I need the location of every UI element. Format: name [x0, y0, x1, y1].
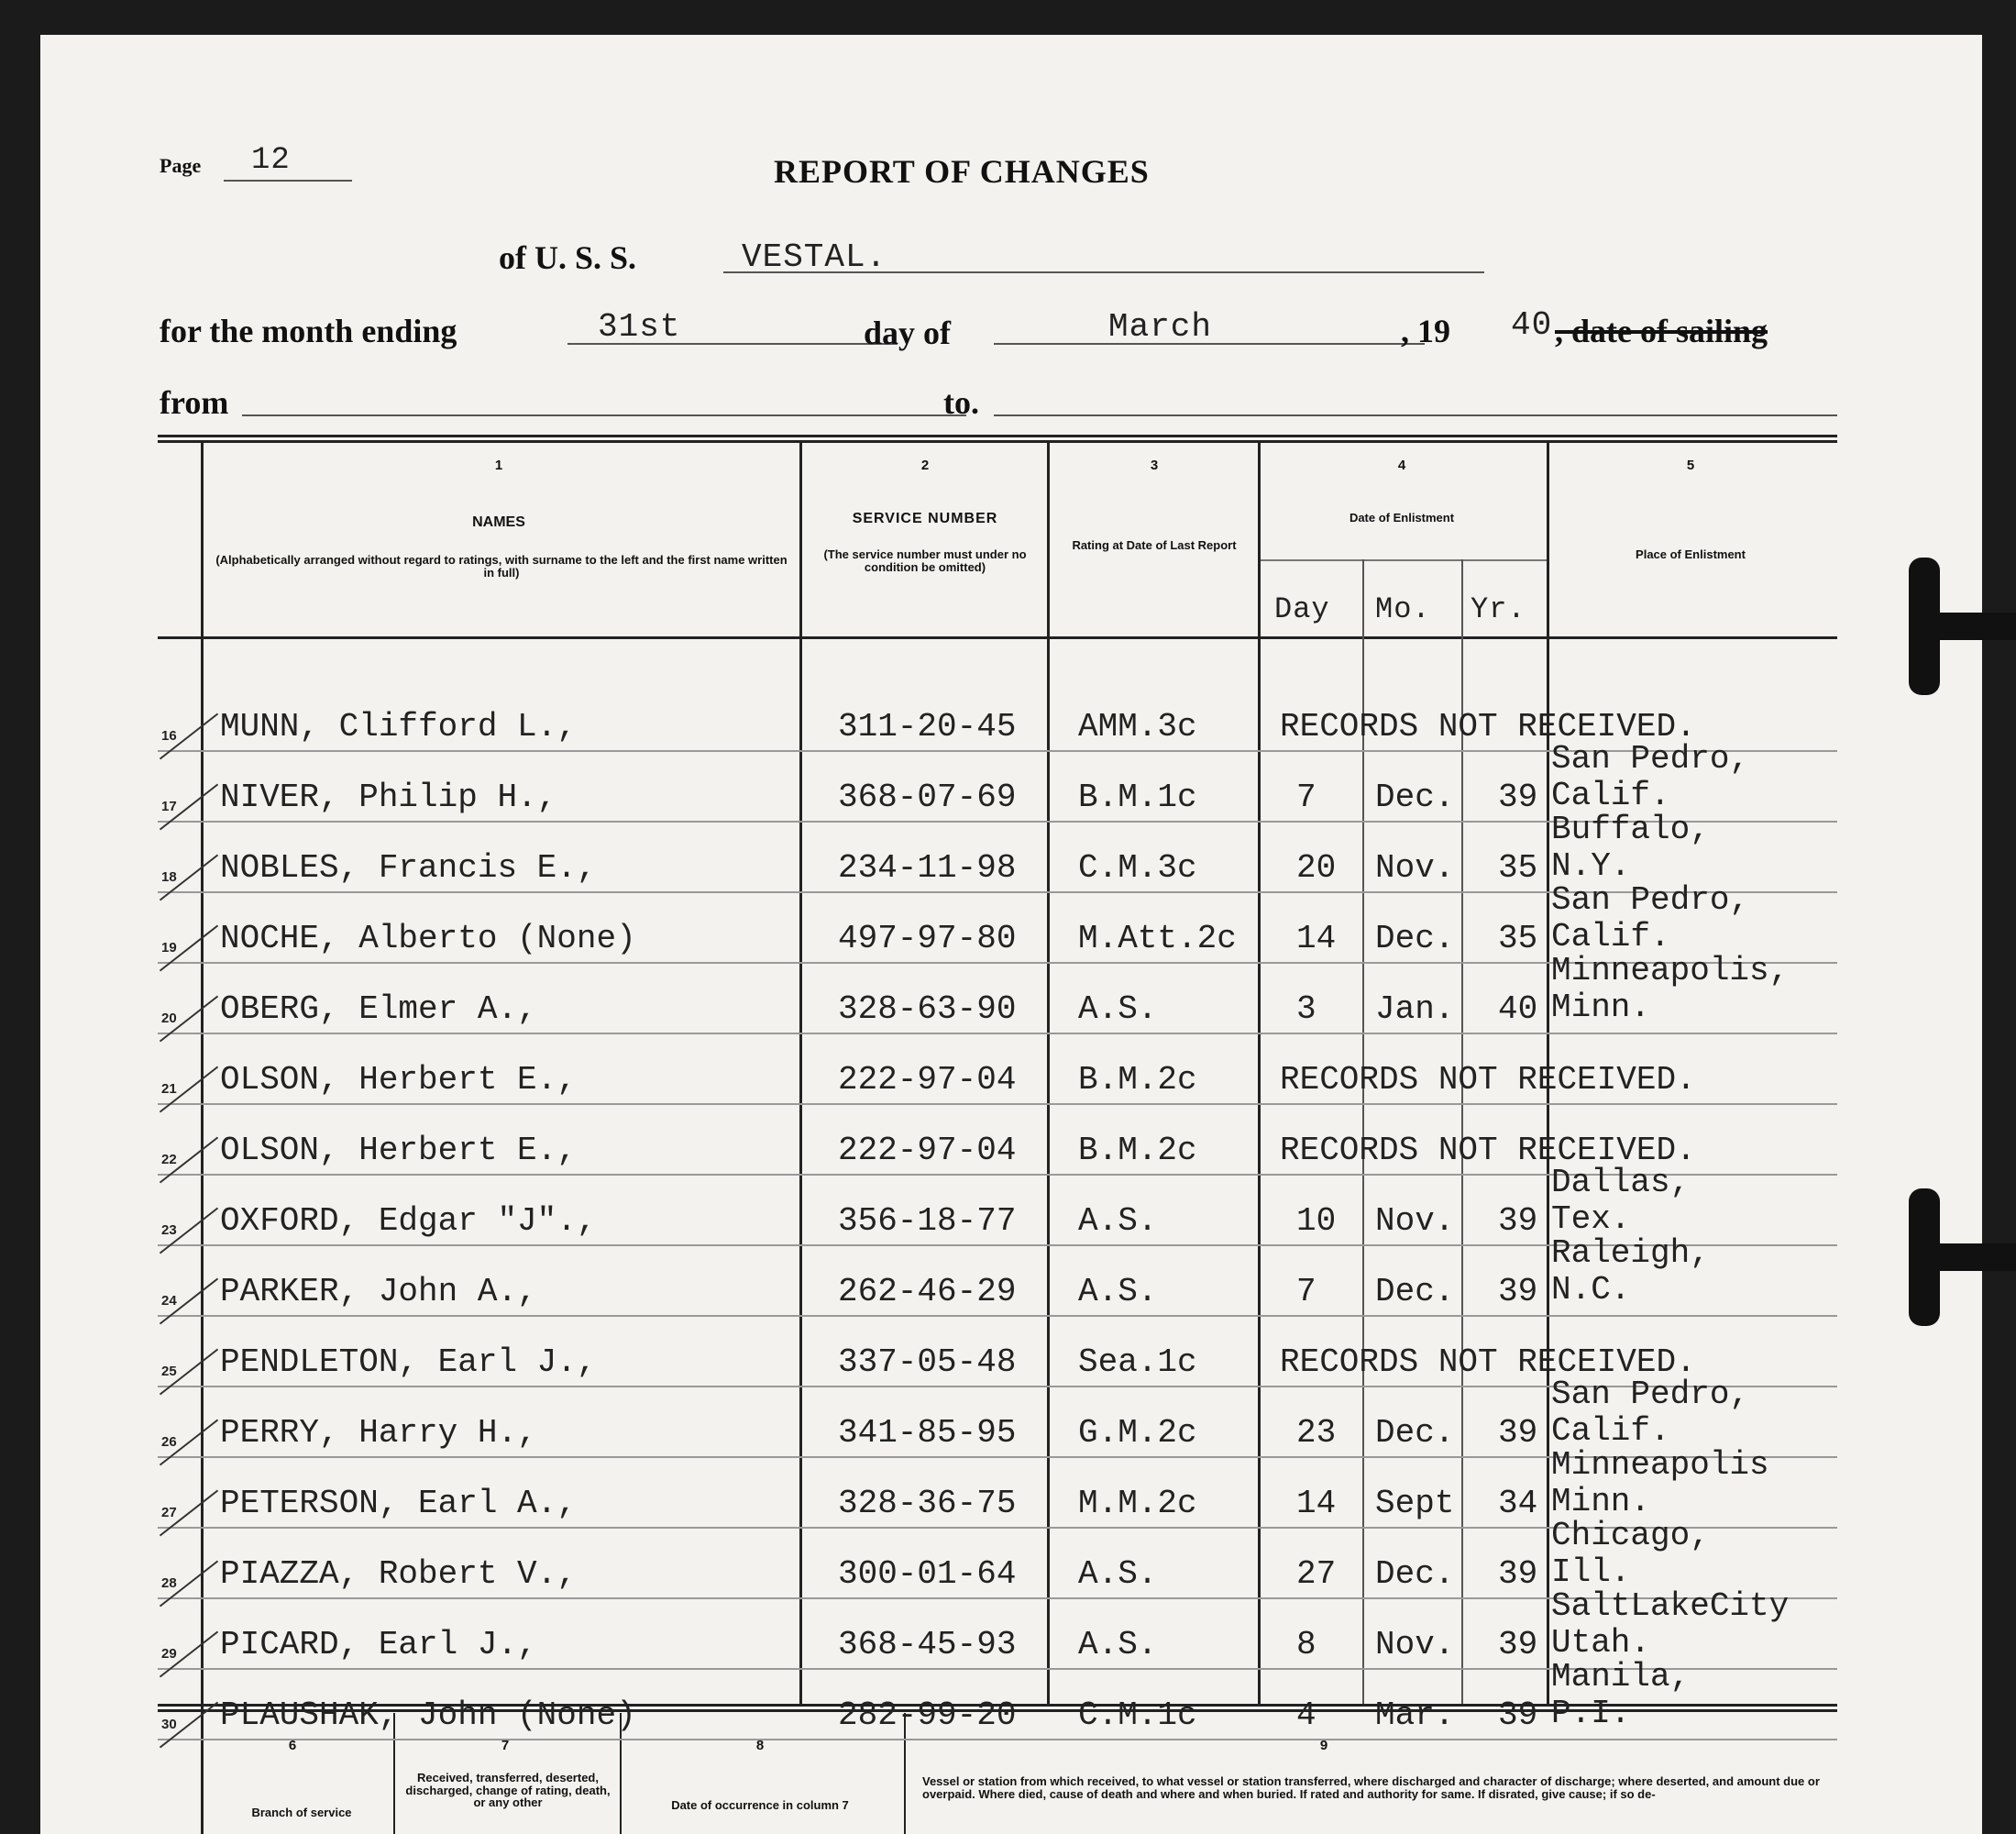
row-number: 24	[161, 1293, 177, 1309]
rating-cell: B.M.1c	[1078, 779, 1197, 816]
enlist-day-cell: 20	[1296, 849, 1337, 887]
col4-month-label: Mo.	[1375, 592, 1431, 626]
page-label: Page	[160, 154, 202, 177]
col8-title: Date of occurrence in column 7	[671, 1798, 849, 1812]
service-number-cell: 282-99-20	[838, 1696, 1017, 1734]
row-number: 20	[161, 1011, 177, 1026]
place-line2: P.I.	[1551, 1695, 1631, 1732]
enlist-day-cell: 7	[1296, 779, 1316, 816]
place-line2: Utah.	[1551, 1624, 1651, 1662]
header-bottom-border	[158, 636, 1837, 639]
name-cell: PERRY, Harry H.,	[220, 1414, 537, 1452]
col-divider-3	[1258, 440, 1261, 1704]
rating-cell: A.S.	[1078, 1273, 1158, 1310]
rating-cell: A.S.	[1078, 1555, 1158, 1593]
document-page	[40, 35, 1982, 1834]
day-of-label: day of	[864, 315, 952, 351]
service-number-cell: 234-11-98	[838, 849, 1017, 887]
ship-label: of U. S. S.	[499, 239, 637, 276]
name-cell: OBERG, Elmer A.,	[220, 990, 537, 1028]
place-line2: N.C.	[1551, 1271, 1631, 1309]
col-divider-0	[201, 440, 204, 1834]
place-line1: Chicago,	[1551, 1517, 1710, 1554]
rating-cell: A.S.	[1078, 1202, 1158, 1240]
service-number-cell: 311-20-45	[838, 708, 1017, 746]
records-note: RECORDS NOT RECEIVED.	[1280, 1132, 1696, 1169]
row-number: 19	[161, 940, 177, 956]
place-line1: Manila,	[1551, 1658, 1691, 1696]
enlist-month-cell: Nov.	[1375, 1626, 1455, 1663]
row-number: 26	[161, 1434, 177, 1450]
service-number-cell: 497-97-80	[838, 920, 1017, 957]
month-ending-label: for the month ending	[160, 313, 457, 349]
page-number-underline	[224, 180, 352, 182]
enlist-year-cell: 39	[1498, 1202, 1538, 1240]
place-line1: San Pedro,	[1551, 1376, 1750, 1413]
place-line2: Calif.	[1551, 918, 1670, 956]
enlist-year-cell: 35	[1498, 920, 1538, 957]
col7-number: 7	[501, 1738, 510, 1753]
col2-note: (The service number must under no condition be omitted)	[823, 547, 1027, 574]
col3-title: Rating at Date of Last Report	[1072, 538, 1237, 552]
name-cell: OXFORD, Edgar "J".,	[220, 1202, 597, 1240]
name-cell: PENDLETON, Earl J.,	[220, 1343, 597, 1381]
place-line1: Buffalo,	[1551, 811, 1710, 848]
enlist-day-cell: 27	[1296, 1555, 1337, 1593]
rating-cell: Sea.1c	[1078, 1343, 1197, 1381]
service-number-cell: 328-36-75	[838, 1485, 1017, 1522]
page-number: 12	[251, 143, 291, 178]
name-cell: NOBLES, Francis E.,	[220, 849, 597, 887]
ship-name: VESTAL.	[742, 238, 887, 276]
row-number: 27	[161, 1505, 177, 1520]
place-line1: San Pedro,	[1551, 740, 1750, 778]
name-cell: PARKER, John A.,	[220, 1273, 537, 1310]
enlist-day-cell: 7	[1296, 1273, 1316, 1310]
service-number-cell: 262-46-29	[838, 1273, 1017, 1310]
place-line1: San Pedro,	[1551, 881, 1750, 919]
col5-number: 5	[1686, 458, 1695, 473]
service-number-cell: 341-85-95	[838, 1414, 1017, 1452]
row-number: 16	[161, 728, 177, 744]
enlist-month-cell: Dec.	[1375, 920, 1455, 957]
col2-number: 2	[920, 458, 930, 473]
month-value: March	[1108, 308, 1213, 346]
place-line1: Minneapolis,	[1551, 952, 1790, 989]
row-rule	[158, 1103, 1837, 1105]
col8-number: 8	[755, 1738, 765, 1753]
enlist-day-cell: 14	[1296, 920, 1337, 957]
name-cell: PIAZZA, Robert V.,	[220, 1555, 577, 1593]
year-prefix: , 19	[1401, 313, 1450, 349]
enlist-year-cell: 40	[1498, 990, 1538, 1028]
enlistment-subheader-line	[1260, 559, 1549, 561]
name-cell: OLSON, Herbert E.,	[220, 1061, 577, 1099]
col7-title: Received, transferred, deserted, discharged, change of rating, death, or any other	[405, 1771, 611, 1810]
service-number-cell: 222-97-04	[838, 1061, 1017, 1099]
enlist-year-cell: 39	[1498, 1626, 1538, 1663]
col9-title: Vessel or station from which received, to what vessel or station transferred, where discharged and character of discharge; where deserted, and amount due or overpaid. Where died, cause of death and where and when buried. If rated and authority for same. If disrated, give cause; if so de-	[922, 1774, 1820, 1801]
col4-day-label: Day	[1274, 592, 1330, 626]
enlist-day-cell: 23	[1296, 1414, 1337, 1452]
place-line2: Ill.	[1551, 1553, 1631, 1591]
col1-title: NAMES	[472, 514, 525, 530]
rating-cell: A.S.	[1078, 990, 1158, 1028]
col6-number: 6	[288, 1738, 297, 1753]
row-number: 22	[161, 1152, 177, 1167]
enlist-day-cell: 4	[1296, 1696, 1316, 1734]
enlist-month-cell: Dec.	[1375, 1273, 1455, 1310]
service-number-cell: 222-97-04	[838, 1132, 1017, 1169]
row-number: 18	[161, 869, 177, 885]
place-line1: Minneapolis	[1551, 1446, 1769, 1484]
place-line2: Calif.	[1551, 777, 1670, 814]
row-number: 25	[161, 1364, 177, 1379]
place-line2: N.Y.	[1551, 847, 1631, 885]
struck-date-of-sailing: , date of sailing	[1555, 313, 1768, 349]
name-cell: PICARD, Earl J.,	[220, 1626, 537, 1663]
table-top-border-inner	[158, 440, 1837, 443]
col-divider-2	[1047, 440, 1050, 1704]
name-cell: PETERSON, Earl A.,	[220, 1485, 577, 1522]
report-title: REPORT OF CHANGES	[774, 153, 1150, 190]
row-number: 21	[161, 1081, 177, 1097]
records-note: RECORDS NOT RECEIVED.	[1280, 1343, 1696, 1381]
binder-tab-upper-stem	[1934, 613, 2016, 640]
enlist-day-cell: 3	[1296, 990, 1316, 1028]
place-line2: Calif.	[1551, 1412, 1670, 1450]
col-divider-1	[799, 440, 802, 1704]
service-number-cell: 300-01-64	[838, 1555, 1017, 1593]
place-line1: Raleigh,	[1551, 1234, 1710, 1272]
name-cell: PLAUSHAK, John (None)	[220, 1696, 636, 1734]
enlist-year-cell: 39	[1498, 1696, 1538, 1734]
row-rule	[158, 1315, 1837, 1317]
enlist-year-cell: 39	[1498, 1555, 1538, 1593]
records-note: RECORDS NOT RECEIVED.	[1280, 1061, 1696, 1099]
rating-cell: A.S.	[1078, 1626, 1158, 1663]
enlist-month-cell: Nov.	[1375, 1202, 1455, 1240]
to-label: to.	[943, 384, 979, 421]
row-rule	[158, 1033, 1837, 1034]
place-line2: Tex.	[1551, 1200, 1631, 1238]
enlist-year-cell: 34	[1498, 1485, 1538, 1522]
name-cell: MUNN, Clifford L.,	[220, 708, 577, 746]
month-underline	[994, 343, 1425, 345]
enlist-day-cell: 8	[1296, 1626, 1316, 1663]
name-cell: OLSON, Herbert E.,	[220, 1132, 577, 1169]
enlist-month-cell: Dec.	[1375, 1414, 1455, 1452]
place-line2: Minn.	[1551, 989, 1651, 1026]
enlist-month-cell: Dec.	[1375, 1555, 1455, 1593]
to-underline	[994, 414, 1837, 416]
enlist-month-cell: Mar.	[1375, 1696, 1455, 1734]
enlist-year-cell: 39	[1498, 1414, 1538, 1452]
col4-title: Date of Enlistment	[1349, 511, 1455, 525]
col4-number: 4	[1397, 458, 1406, 473]
row-rule	[158, 1739, 1837, 1740]
col2-title: SERVICE NUMBER	[852, 511, 998, 526]
table-top-border	[158, 435, 1837, 437]
rating-cell: B.M.2c	[1078, 1132, 1197, 1169]
enlist-year-cell: 39	[1498, 1273, 1538, 1310]
enlist-month-cell: Nov.	[1375, 849, 1455, 887]
row-number: 23	[161, 1222, 177, 1238]
rating-cell: M.M.2c	[1078, 1485, 1197, 1522]
records-note: RECORDS NOT RECEIVED.	[1280, 708, 1696, 746]
ship-underline	[723, 271, 1484, 273]
from-label: from	[160, 384, 229, 421]
service-number-cell: 328-63-90	[838, 990, 1017, 1028]
enlist-year-cell: 39	[1498, 779, 1538, 816]
col5-title: Place of Enlistment	[1636, 547, 1746, 561]
service-number-cell: 368-07-69	[838, 779, 1017, 816]
row-number: 29	[161, 1646, 177, 1662]
rating-cell: C.M.1c	[1078, 1696, 1197, 1734]
col1-note: (Alphabetically arranged without regard to ratings, with surname to the left and the first name written in full)	[215, 553, 788, 580]
col4-year-label: Yr.	[1471, 592, 1526, 626]
rating-cell: AMM.3c	[1078, 708, 1197, 746]
place-line2: Minn.	[1551, 1483, 1651, 1520]
enlist-month-cell: Sept	[1375, 1485, 1455, 1522]
rating-cell: B.M.2c	[1078, 1061, 1197, 1099]
rating-cell: G.M.2c	[1078, 1414, 1197, 1452]
place-line1: SaltLakeCity	[1551, 1587, 1790, 1625]
enlist-month-cell: Jan.	[1375, 990, 1455, 1028]
enlist-day-cell: 14	[1296, 1485, 1337, 1522]
binder-tab-lower-stem	[1934, 1243, 2016, 1271]
name-cell: NOCHE, Alberto (None)	[220, 920, 636, 957]
enlist-month-cell: Dec.	[1375, 779, 1455, 816]
name-cell: NIVER, Philip H.,	[220, 779, 557, 816]
row-number: 28	[161, 1575, 177, 1591]
year-value: 40	[1511, 306, 1553, 344]
col1-number: 1	[494, 458, 503, 473]
row-number: 30	[161, 1717, 177, 1732]
enlist-day-cell: 10	[1296, 1202, 1337, 1240]
enlist-year-cell: 35	[1498, 849, 1538, 887]
row-number: 17	[161, 799, 177, 814]
day-underline	[567, 343, 898, 345]
rating-cell: C.M.3c	[1078, 849, 1197, 887]
from-underline	[242, 414, 966, 416]
day-value: 31st	[598, 308, 681, 346]
service-number-cell: 356-18-77	[838, 1202, 1017, 1240]
rating-cell: M.Att.2c	[1078, 920, 1237, 957]
col3-number: 3	[1150, 458, 1159, 473]
service-number-cell: 368-45-93	[838, 1626, 1017, 1663]
col9-number: 9	[1319, 1738, 1328, 1753]
service-number-cell: 337-05-48	[838, 1343, 1017, 1381]
place-line1: Dallas,	[1551, 1164, 1691, 1201]
col6-title: Branch of service	[251, 1806, 352, 1819]
